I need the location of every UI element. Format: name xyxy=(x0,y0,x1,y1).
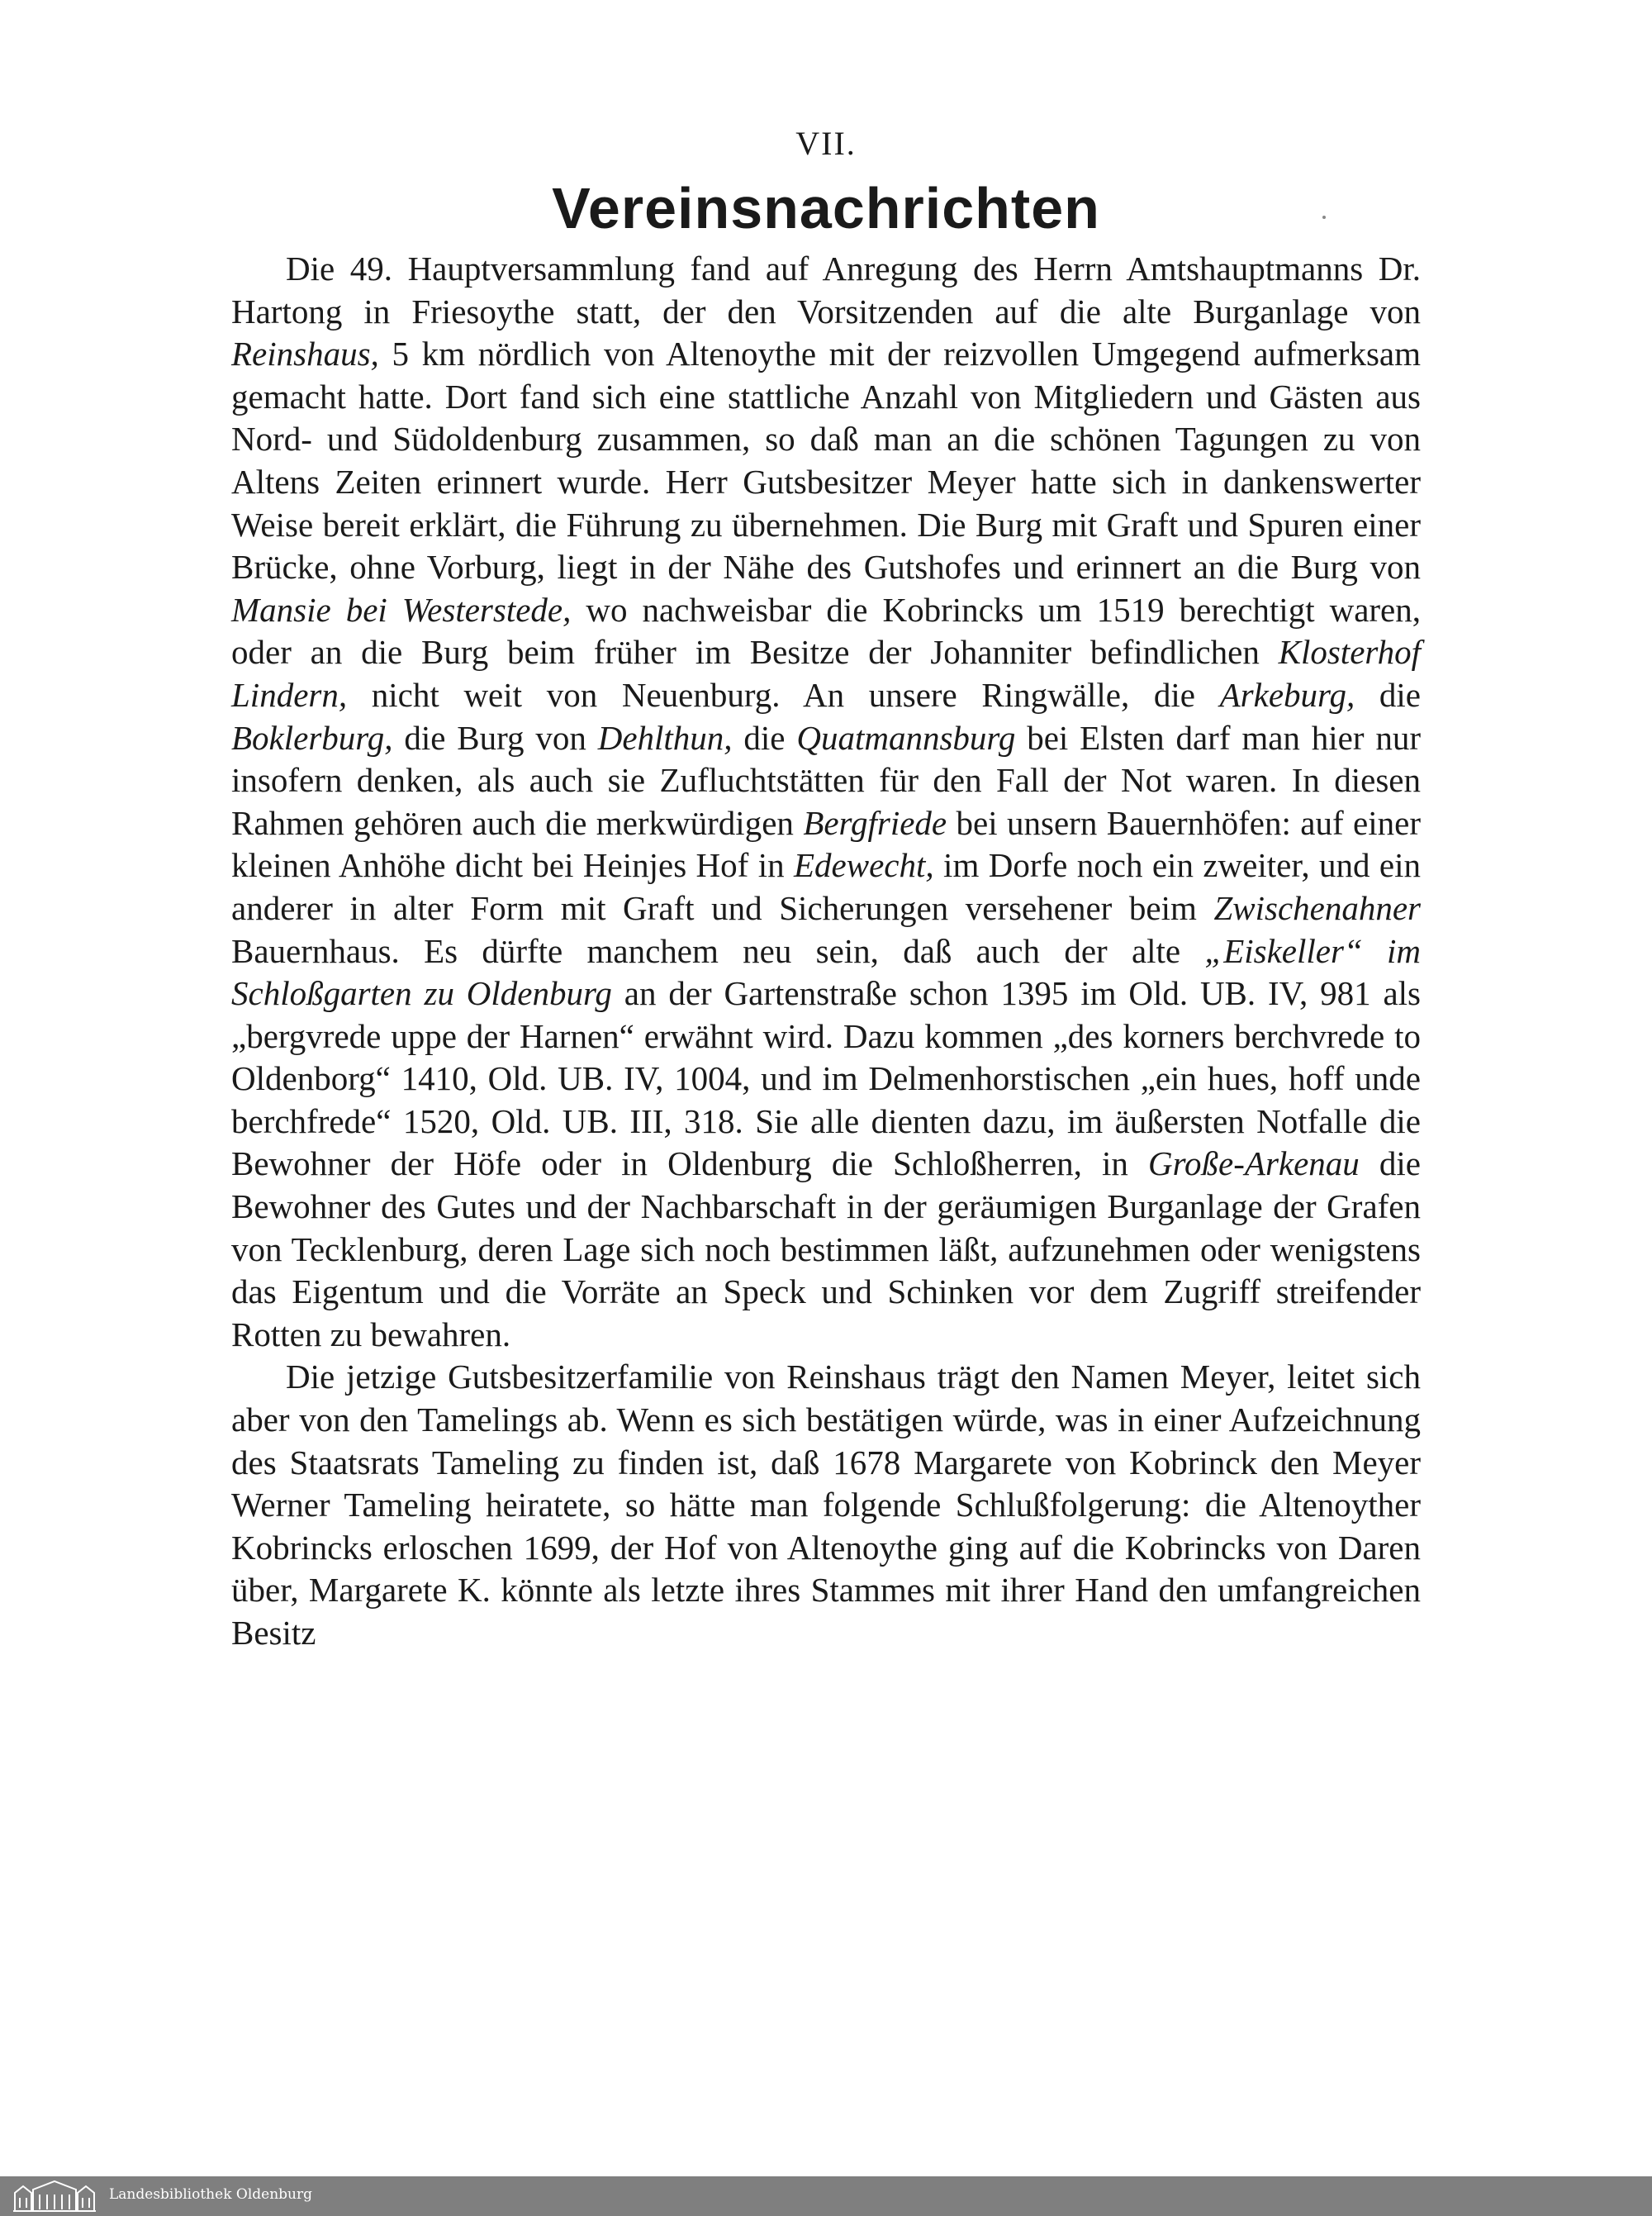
section-number: VII. xyxy=(795,125,857,162)
italic-place-name: Reinshaus, xyxy=(231,335,379,373)
text-segment: nicht weit von Neuenburg. An unsere Ringwälle, die xyxy=(347,675,1220,714)
italic-place-name: Klosterhof Lindern, xyxy=(231,633,1421,714)
italic-place-name: Arkeburg, xyxy=(1219,675,1355,714)
scan-speck xyxy=(1322,216,1326,219)
text-segment: Bauernhaus. Es dürfte manchem neu sein, daß auch der alte xyxy=(231,931,1205,970)
italic-place-name: Bergfriede xyxy=(803,803,947,842)
text-segment: bei unsern Bauernhöfen: auf einer kleinen Anhöhe dicht bei Heinjes Hof in xyxy=(231,803,1421,885)
footer-bar xyxy=(0,2176,1652,2216)
italic-place-name: Quatmannsburg xyxy=(796,718,1016,757)
body-text xyxy=(231,248,1421,1655)
text-segment: die Bewohner des Gutes und der Nachbarschaft in der geräumigen Burganlage der Grafen von Tecklenburg, deren Lage sich noch bestimmen läßt, aufzunehmen oder wenigstens das Eigentum und die Vorräte an Speck und Schinken vor dem Zugriff streifender Rotten zu bewahren. xyxy=(231,1144,1421,1353)
text-segment: die Burg von xyxy=(392,718,598,757)
text-segment: Die jetzige Gutsbesitzerfamilie von Reinshaus trägt den Namen Meyer, leitet sich aber von den Tamelings ab. Wenn es sich bestätigen würde, was in einer Aufzeichnung des Staatsrats Tameling zu finden ist, daß 1678 Margarete von Kobrinck den Meyer Werner Tameling heiratete, so hätte man folgende Schlußfolgerung: die Altenoyther Kobrincks erloschen 1699, der Hof von Altenoythe ging auf die Kobrincks von Daren über, Margarete K. könnte als letzte ihres Stammes mit ihrer Hand den umfangreichen Besitz xyxy=(231,1358,1421,1652)
paragraph-2 xyxy=(231,1356,1421,1654)
italic-place-name: Zwischenahner xyxy=(1213,888,1421,927)
text-segment: Die 49. Hauptversammlung fand auf Anregung des Herrn Amtshauptmanns Dr. Hartong in Friesoythe statt, der den Vorsitzenden auf die alte Burganlage von xyxy=(231,250,1421,330)
library-name: Landesbibliothek Oldenburg xyxy=(109,2186,313,2203)
library-building-icon xyxy=(12,2180,97,2213)
paragraph-1 xyxy=(231,248,1421,1356)
text-segment: an der Gartenstraße schon 1395 im Old. UB. IV, 981 als „bergvrede uppe der Harnen“ erwähnt wird. Dazu kommen „des korners berchvrede to Oldenborg“ 1410, Old. UB. IV, 1004, und im Delmenhorstischen „ein hues, hoff unde berchfrede“ 1520, Old. UB. III, 318. Sie alle dienten dazu, im äußersten Notfalle die Bewohner der Höfe oder in Oldenburg die Schloßherren, in xyxy=(231,974,1421,1183)
text-segment: 5 km nördlich von Altenoythe mit der reizvollen Umgegend aufmerksam gemacht hatte. Dort fand sich eine stattliche Anzahl von Mitgliedern und Gästen aus Nord- und Südoldenburg zusammen, so daß man an die schönen Tagungen zu von Altens Zeiten erinnert wurde. Herr Gutsbesitzer Meyer hatte sich in dankenswerter Weise bereit erklärt, die Führung zu übernehmen. Die Burg mit Graft und Spuren einer Brücke, ohne Vorburg, liegt in der Nähe des Gutshofes und erinnert an die Burg von xyxy=(231,335,1421,587)
text-segment: bei Elsten darf man hier nur insofern denken, als auch sie Zufluchtstätten für den Fall der Not waren. In diesen Rahmen gehören auch die merkwürdigen xyxy=(231,718,1421,842)
text-segment: wo nachweisbar die Kobrincks um 1519 berechtigt waren, oder an die Burg beim früher im Besitze der Johanniter befindlichen xyxy=(231,590,1421,672)
italic-place-name: „Eiskeller“ im Schloßgarten zu Oldenburg xyxy=(231,931,1422,1013)
text-segment: im Dorfe noch ein zweiter, und ein anderer in alter Form mit Graft und Sicherungen versehener beim xyxy=(231,846,1421,927)
italic-place-name: Mansie bei Westerstede, xyxy=(231,590,572,629)
text-segment: die xyxy=(732,718,797,757)
italic-place-name: Edewecht, xyxy=(794,846,934,885)
italic-place-name: Boklerburg, xyxy=(231,718,393,757)
italic-place-name: Dehlthun, xyxy=(597,718,733,757)
italic-place-name: Große-Arkenau xyxy=(1148,1144,1360,1183)
text-segment: die xyxy=(1355,675,1421,714)
page-title: Vereinsnachrichten xyxy=(552,176,1100,240)
